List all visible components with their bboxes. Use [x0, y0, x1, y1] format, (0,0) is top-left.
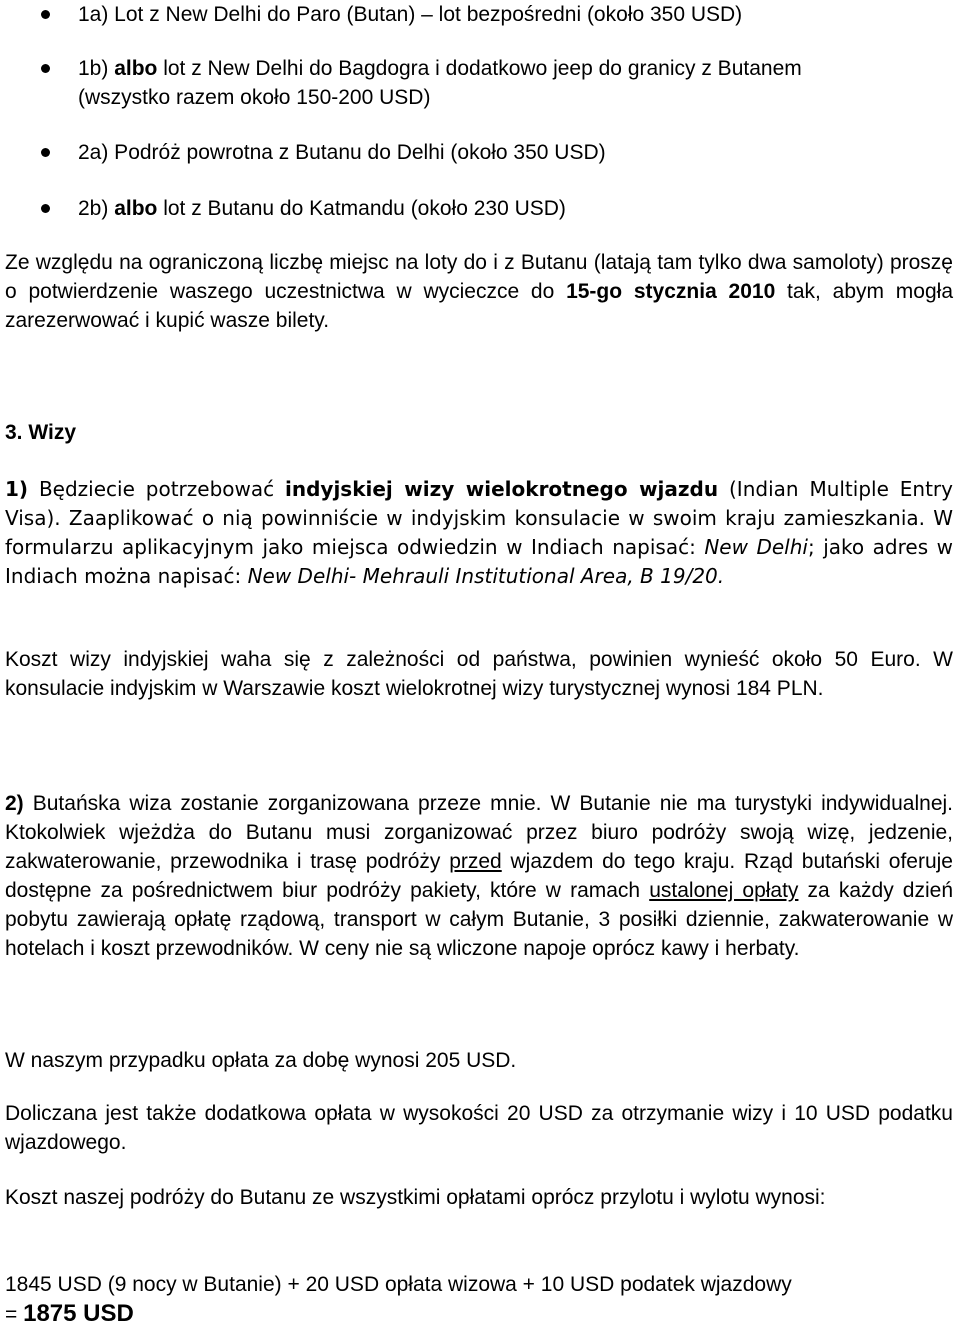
list-item-text: lot z New Delhi do Bagdogra i dodatkowo jeep do granicy z Butanem	[157, 57, 802, 80]
visa-type: indyjskiej wizy wielokrotnego wjazdu	[285, 477, 719, 501]
place-name: New Delhi	[704, 535, 808, 559]
bullet-icon	[41, 148, 50, 157]
item-number: 1)	[5, 477, 29, 501]
bullet-icon	[41, 204, 50, 213]
bullet-icon	[41, 10, 50, 19]
paragraph-text: ; jako adres w Indiach można napisać:	[5, 535, 953, 588]
paragraph-text: (Indian Multiple Entry Visa). Zaaplikować o nią powinniście w indyjskim konsulacie w swoim kraju zamieszkania. W formularzu aplikacyjnym jako miejsca odwiedzin w Indiach napisać:	[5, 477, 953, 559]
address-text: New Delhi- Mehrauli Institutional Area, B 19/20.	[247, 564, 725, 588]
item-number: 2)	[5, 792, 24, 815]
list-item-text: 2a) Podróż powrotna z Butanu do Delhi (około 350 USD)	[78, 141, 606, 164]
extra-fee-paragraph: Doliczana jest także dodatkowa opłata w wysokości 20 USD za otrzymanie wizy i 10 USD podatku wjazdowego.	[5, 1102, 953, 1154]
cost-breakdown: 1845 USD (9 nocy w Butanie) + 20 USD opłata wizowa + 10 USD podatek wjazdowy	[5, 1273, 792, 1296]
daily-fee-paragraph: W naszym przypadku opłata za dobę wynosi 205 USD.	[5, 1049, 517, 1072]
list-item-bold: albo	[114, 57, 158, 80]
paragraph-text: Będziecie potrzebować	[28, 477, 285, 501]
list-item-text: 1b)	[78, 57, 115, 80]
list-item-bold: albo	[114, 197, 158, 220]
paragraph-text: Ze względu na ograniczoną liczbę miejsc na loty do i z Butanu (latają tam tylko dwa samoloty) proszę o potwierdzenie waszego uczestnictwa w wycieczce do	[5, 251, 953, 303]
underlined-text: przed	[449, 850, 502, 873]
flights-paragraph	[5, 248, 953, 335]
paragraph-text: tak, abym mogła zarezerwować i kupić wasze bilety.	[5, 280, 954, 332]
bhutan-visa-paragraph	[5, 789, 953, 963]
visa-cost-paragraph: Koszt wizy indyjskiej waha się z zależności od państwa, powinien wynieść około 50 Euro. W konsulacie indyjskim w Warszawie koszt wielokrotnej wizy turystycznej wynosi 184 PLN.	[5, 648, 953, 700]
underlined-text: ustalonej opłaty	[649, 879, 799, 902]
list-item-text: 2b)	[78, 197, 115, 220]
paragraph-text: wjazdem do tego kraju. Rząd butański oferuje dostępne za pośrednictwem biur podróży pakiety, które w ramach	[5, 850, 953, 902]
list-item-text: (wszystko razem około 150-200 USD)	[78, 86, 431, 109]
list-item-text: lot z Butanu do Katmandu (około 230 USD)	[157, 197, 566, 220]
deadline-date: 15-go stycznia 2010	[566, 280, 776, 303]
paragraph-text: Butańska wiza zostanie zorganizowana przeze mnie. W Butanie nie ma turystyki indywidualnej. Ktokolwiek wjeżdża do Butanu musi zorganizować przez biuro podróży swoją wizę, jedzenie, zakwaterowanie, przewodnika i trasę podróży	[5, 792, 953, 873]
trip-cost-paragraph: Koszt naszej podróży do Butanu ze wszystkimi opłatami oprócz przylotu i wylotu wynosi:	[5, 1186, 826, 1209]
bullet-icon	[41, 64, 50, 73]
paragraph-text: za każdy dzień pobytu zawierają opłatę rządową, transport w całym Butanie, 3 posiłki dziennie, zakwaterowanie w hotelach i koszt przewodników. W ceny nie są wliczone napoje oprócz kawy i herbaty.	[5, 879, 954, 960]
equals-sign: =	[5, 1303, 24, 1326]
indian-visa-paragraph	[5, 475, 953, 591]
list-item-text: 1a) Lot z New Delhi do Paro (Butan) – lot bezpośredni (około 350 USD)	[78, 3, 743, 26]
total-value: 1875 USD	[23, 1300, 134, 1327]
section-heading-visas: 3. Wizy	[5, 421, 76, 444]
total-cost	[5, 1270, 953, 1329]
